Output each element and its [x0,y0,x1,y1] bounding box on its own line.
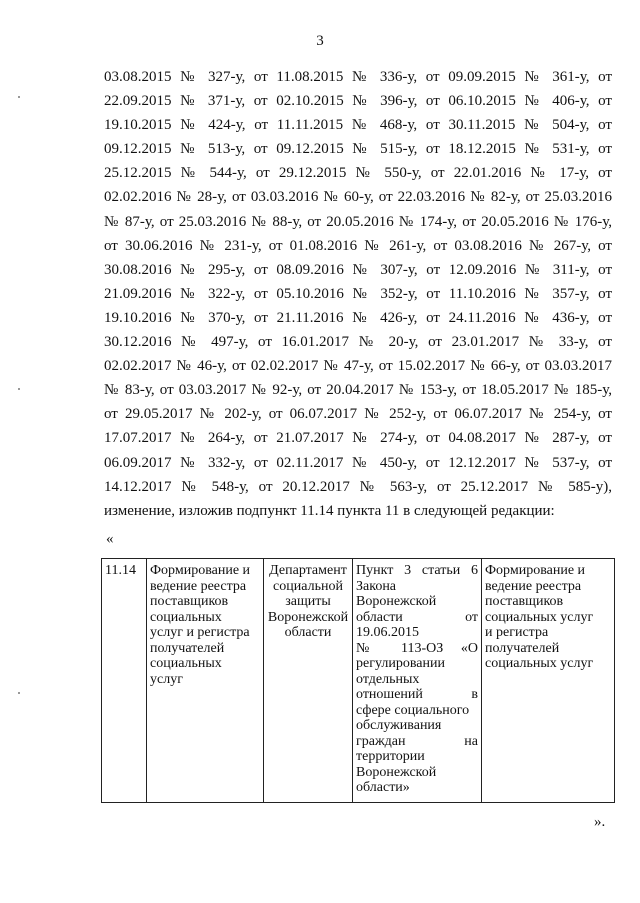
closing-quote: ». [594,814,606,830]
cell-line: № 113-ОЗ «О [356,640,478,656]
amendment-table [101,558,615,803]
opening-quote: « [106,531,114,547]
cell-line: сфере социального [356,702,470,718]
margin-mark [18,692,20,694]
body-line: 17.07.2017 № 264-у, от 21.07.2017 № 274-у, от 04.08.2017 № 287-у, от [104,430,612,447]
body-line: 14.12.2017 № 548-у, от 20.12.2017 № 563-у, от 25.12.2017 № 585-у), [104,478,612,495]
body-line: 22.09.2015 № 371-у, от 02.10.2015 № 396-у, от 06.10.2015 № 406-у, от [104,93,612,110]
cell-line: регулировании [356,656,445,671]
margin-mark [18,388,20,390]
cell-line: Воронежской [267,609,349,625]
cell-line: области [284,625,332,640]
cell-line: социальной [273,578,343,594]
legal-basis-cell [353,559,482,803]
cell-line: отдельных [356,671,420,687]
cell-line: и регистра [485,625,549,640]
cell-line: ведение реестра [485,578,582,594]
cell-line: Формирование и [150,563,251,578]
cell-line: услуг [150,671,183,687]
cell-line: отношений в [356,687,478,702]
result-cell [482,559,615,803]
cell-line: Департамент [269,563,347,578]
body-line: 21.09.2016 № 322-у, от 05.10.2016 № 352-у, от 11.10.2016 № 357-у, от [104,285,612,302]
cell-line: территории [356,749,425,764]
body-line: 06.09.2017 № 332-у, от 02.11.2017 № 450-у, от 12.12.2017 № 537-у, от [104,454,612,471]
body-line: 09.12.2015 № 513-у, от 09.12.2015 № 515-у, от 18.12.2015 № 531-у, от [104,141,612,158]
cell-line: поставщиков [485,594,564,609]
body-line: от 29.05.2017 № 202-у, от 06.07.2017 № 252-у, от 06.07.2017 № 254-у, от [104,406,612,423]
body-line: № 83-у, от 03.03.2017 № 92-у, от 20.04.2017 № 153-у, от 18.05.2017 № 185-у, [104,382,612,399]
body-line: № 87-у, от 25.03.2016 № 88-у, от 20.05.2016 № 174-у, от 20.05.2016 № 176-у, [104,213,612,230]
cell-line: защиты [285,594,331,609]
cell-line: Воронежской [356,764,437,780]
margin-mark [18,96,20,98]
cell-line: поставщиков [150,594,229,609]
cell-line: 19.06.2015 [356,625,419,640]
function-cell [147,559,264,803]
table-row [102,559,615,803]
cell-line: ведение реестра [150,578,247,594]
body-line: 03.08.2015 № 327-у, от 11.08.2015 № 336-у, от 09.09.2015 № 361-у, от [104,69,612,85]
cell-line: Закона [356,578,397,594]
body-line: 30.08.2016 № 295-у, от 08.09.2016 № 307-у, от 12.09.2016 № 311-у, от [104,261,612,278]
cell-line: области от [356,609,478,625]
body-line: изменение, изложив подпункт 11.14 пункта 11 в следующей редакции: [104,502,555,519]
cell-line: граждан на [356,733,478,749]
item-number-cell: 11.14 [102,559,147,803]
cell-line: Пункт 3 статьи 6 [356,563,478,578]
body-line: 19.10.2016 № 370-у, от 21.11.2016 № 426-у, от 24.11.2016 № 436-у, от [104,309,612,326]
body-text [104,65,612,523]
body-line: от 30.06.2016 № 231-у, от 01.08.2016 № 261-у, от 03.08.2016 № 267-у, от [104,237,612,254]
cell-line: Формирование и [485,563,586,578]
cell-line: социальных услуг [485,609,594,625]
cell-line: обслуживания [356,718,442,733]
body-line: 02.02.2017 № 46-у, от 02.02.2017 № 47-у, от 15.02.2017 № 66-у, от 03.03.2017 [104,358,612,375]
cell-line: социальных услуг [485,656,594,671]
body-line: 25.12.2015 № 544-у, от 29.12.2015 № 550-у, от 22.01.2016 № 17-у, от [104,165,612,182]
cell-line: услуг и регистра [150,625,250,640]
cell-line: получателей [150,640,225,656]
body-line: 02.02.2016 № 28-у, от 03.03.2016 № 60-у, от 22.03.2016 № 82-у, от 25.03.2016 [104,189,612,206]
cell-line: социальных [150,656,222,671]
cell-line: области» [356,780,410,795]
department-cell [264,559,353,803]
body-line: 30.12.2016 № 497-у, от 16.01.2017 № 20-у, от 23.01.2017 № 33-у, от [104,334,612,351]
cell-line: Воронежской [356,594,437,609]
body-line: 19.10.2015 № 424-у, от 11.11.2015 № 468-у, от 30.11.2015 № 504-у, от [104,117,612,134]
cell-line: получателей [485,640,560,656]
cell-line: социальных [150,609,222,625]
page-number: 3 [316,33,324,49]
